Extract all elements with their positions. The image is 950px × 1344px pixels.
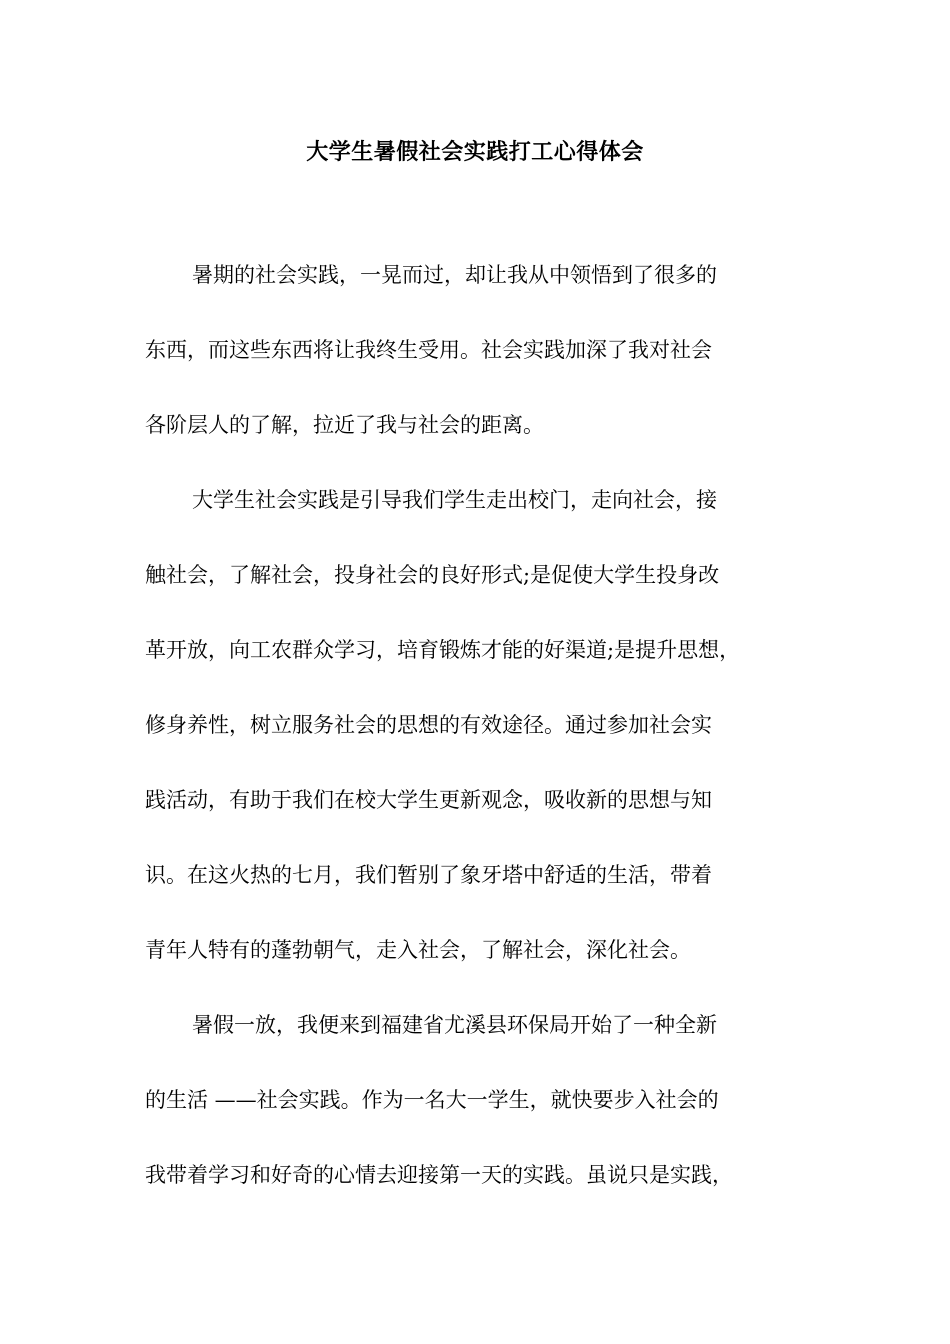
paragraph-2-line-5: 践活动，有助于我们在校大学生更新观念，吸收新的思想与知 (145, 788, 712, 812)
paragraph-2-line-1: 大学生社会实践是引导我们学生走出校门，走向社会，接 (192, 488, 717, 512)
paragraph-1-line-1: 暑期的社会实践，一晃而过，却让我从中领悟到了很多的 (192, 263, 717, 287)
paragraph-2-line-2: 触社会，了解社会，投身社会的良好形式;是促使大学生投身改 (145, 563, 720, 587)
paragraph-2-line-4: 修身养性，树立服务社会的思想的有效途径。通过参加社会实 (145, 713, 712, 737)
paragraph-1-line-3: 各阶层人的了解，拉近了我与社会的距离。 (145, 413, 544, 437)
paragraph-3-line-1: 暑假一放，我便来到福建省尤溪县环保局开始了一种全新 (192, 1013, 717, 1037)
document-title: 大学生暑假社会实践打工心得体会 (306, 139, 644, 165)
paragraph-2-line-3: 革开放，向工农群众学习，培育锻炼才能的好渠道;是提升思想， (145, 638, 741, 662)
paragraph-3-line-3: 我带着学习和好奇的心情去迎接第一天的实践。虽说只是实践， (145, 1163, 733, 1187)
paragraph-2-line-7: 青年人特有的蓬勃朝气，走入社会，了解社会，深化社会。 (145, 938, 691, 962)
paragraph-2-line-6: 识。在这火热的七月，我们暂别了象牙塔中舒适的生活，带着 (145, 863, 712, 887)
paragraph-3-line-2: 的生活 ——社会实践。作为一名大一学生，就快要步入社会的 (145, 1088, 719, 1112)
paragraph-1-line-2: 东西，而这些东西将让我终生受用。社会实践加深了我对社会 (145, 338, 712, 362)
